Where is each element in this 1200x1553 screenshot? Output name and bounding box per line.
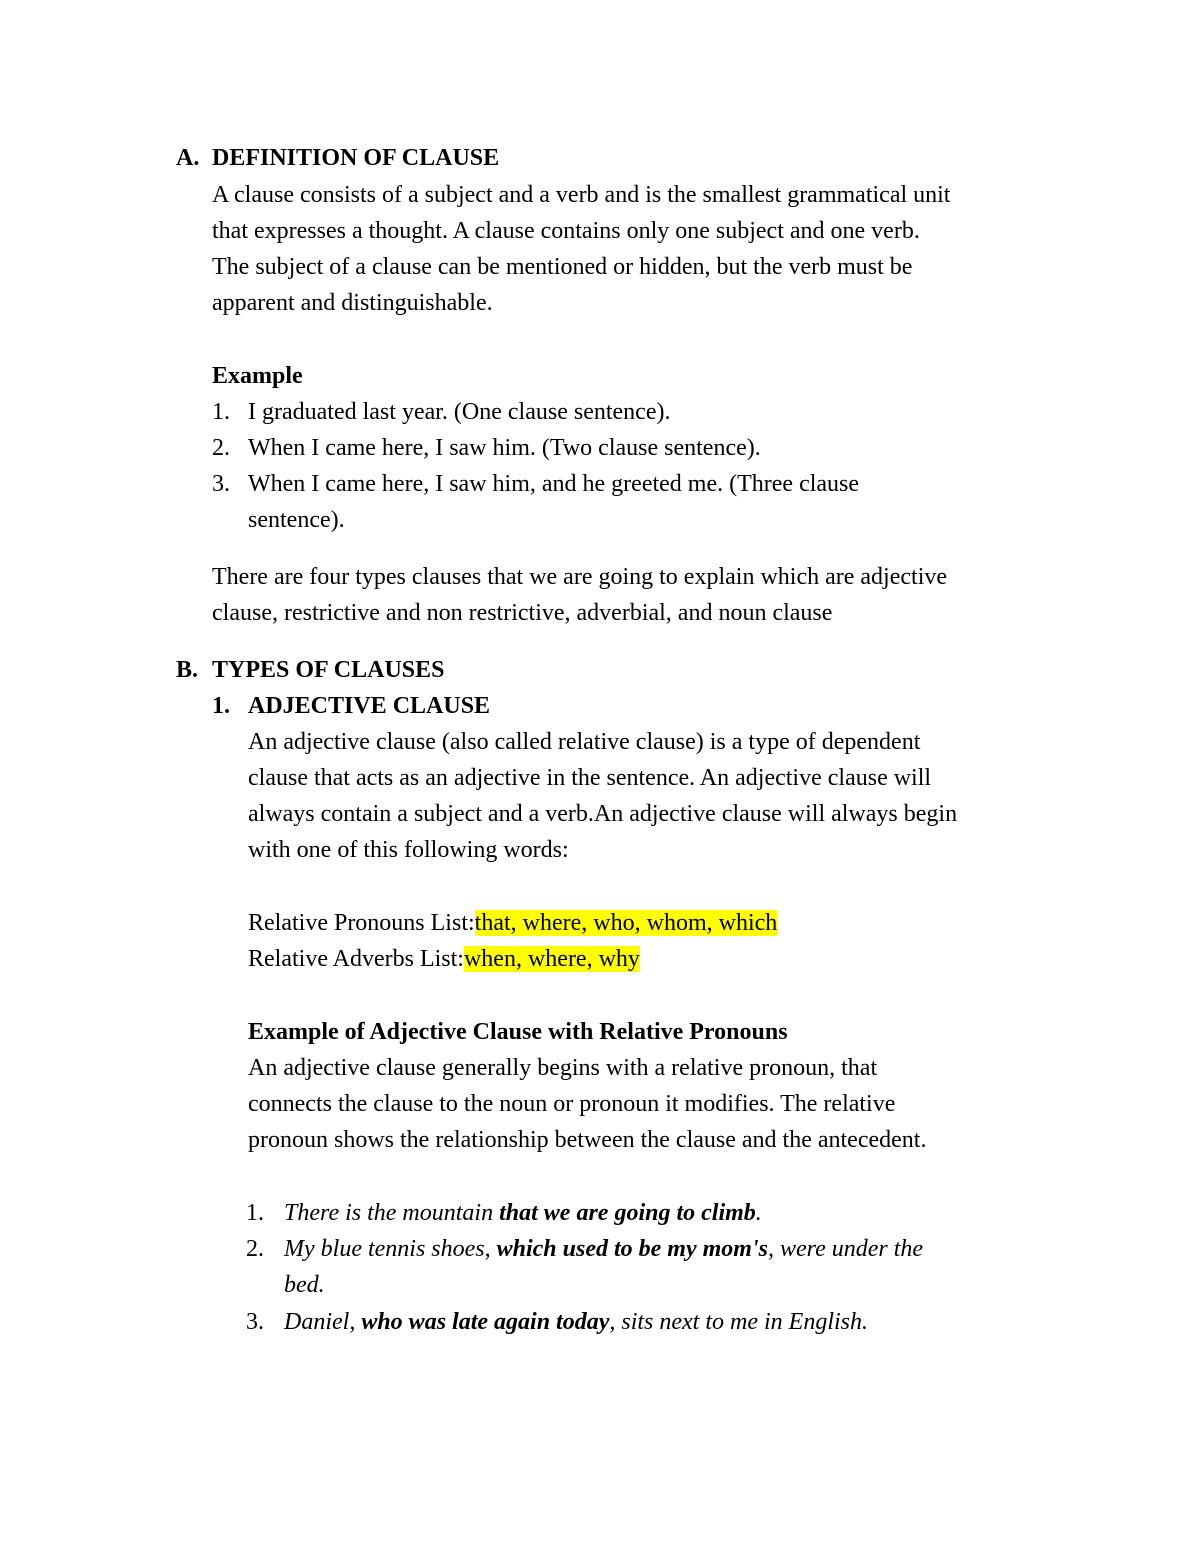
example-text: When I came here, I saw him, and he greeted me. (Three clause: [248, 471, 860, 497]
example-number: 1.: [212, 399, 230, 425]
subsection-heading: ADJECTIVE CLAUSE: [248, 693, 491, 719]
subsection-paragraph-line: clause that acts as an adjective in the sentence. An adjective clause will: [248, 765, 932, 791]
subsection-paragraph-line: always contain a subject and a verb.An adjective clause will always begin: [248, 801, 958, 827]
relative-adverbs-highlight: when, where, why: [463, 946, 640, 972]
relative-adverbs-label: Relative Adverbs List:: [248, 946, 464, 972]
section-a-paragraph-line: The subject of a clause can be mentioned or hidden, but the verb must be: [212, 254, 913, 280]
sentence-clause: which used to be my mom's: [496, 1236, 768, 1262]
subsection-paragraph-line: with one of this following words:: [248, 837, 569, 863]
section-a-paragraph-line: that expresses a thought. A clause contains only one subject and one verb.: [212, 218, 920, 244]
adjective-example-heading: Example of Adjective Clause with Relative Pronouns: [248, 1019, 788, 1045]
sentence-plain: There is the mountain: [284, 1200, 500, 1226]
sentence-clause: that we are going to climb: [499, 1200, 756, 1226]
section-b-heading: TYPES OF CLAUSES: [212, 657, 445, 683]
relative-pronouns-row: [248, 908, 777, 938]
adjective-example-sentence: [284, 1307, 868, 1337]
example-text: sentence).: [248, 507, 345, 533]
section-a-paragraph-line: A clause consists of a subject and a verb and is the smallest grammatical unit: [212, 182, 951, 208]
adjective-example-sentence: [284, 1198, 762, 1228]
relative-adverbs-row: [248, 944, 640, 974]
example-text: I graduated last year. (One clause sentence).: [248, 399, 671, 425]
example-number: 2.: [212, 435, 230, 461]
sentence-plain: .: [755, 1200, 762, 1226]
sentence-plain: , were under the: [767, 1236, 924, 1262]
adjective-example-number: 2.: [246, 1236, 264, 1262]
section-a-closing-line: There are four types clauses that we are going to explain which are adjective: [212, 564, 948, 590]
adjective-example-sentence: [284, 1234, 923, 1264]
subsection-marker: 1.: [212, 693, 230, 719]
relative-pronouns-label: Relative Pronouns List:: [248, 910, 475, 936]
adjective-example-paragraph-line: pronoun shows the relationship between the clause and the antecedent.: [248, 1127, 927, 1153]
section-a-marker: A.: [176, 145, 200, 171]
section-a-heading: DEFINITION OF CLAUSE: [212, 145, 500, 171]
sentence-plain: My blue tennis shoes,: [284, 1236, 497, 1262]
adjective-example-continuation: bed.: [284, 1272, 325, 1298]
sentence-plain: , sits next to me in English.: [609, 1309, 869, 1335]
section-a-closing-line: clause, restrictive and non restrictive, adverbial, and noun clause: [212, 600, 833, 626]
sentence-clause: who was late again today: [361, 1309, 610, 1335]
adjective-example-paragraph-line: An adjective clause generally begins with a relative pronoun, that: [248, 1055, 878, 1081]
relative-pronouns-highlight: that, where, who, whom, which: [474, 910, 778, 936]
section-a-paragraph-line: apparent and distinguishable.: [212, 290, 493, 316]
adjective-example-paragraph-line: connects the clause to the noun or pronoun it modifies. The relative: [248, 1091, 896, 1117]
adjective-example-number: 1.: [246, 1200, 264, 1226]
example-number: 3.: [212, 471, 230, 497]
subsection-paragraph-line: An adjective clause (also called relative clause) is a type of dependent: [248, 729, 921, 755]
adjective-example-number: 3.: [246, 1309, 264, 1335]
example-heading: Example: [212, 363, 303, 389]
sentence-plain: Daniel,: [284, 1309, 362, 1335]
section-b-marker: B.: [176, 657, 199, 683]
example-text: When I came here, I saw him. (Two clause sentence).: [248, 435, 761, 461]
